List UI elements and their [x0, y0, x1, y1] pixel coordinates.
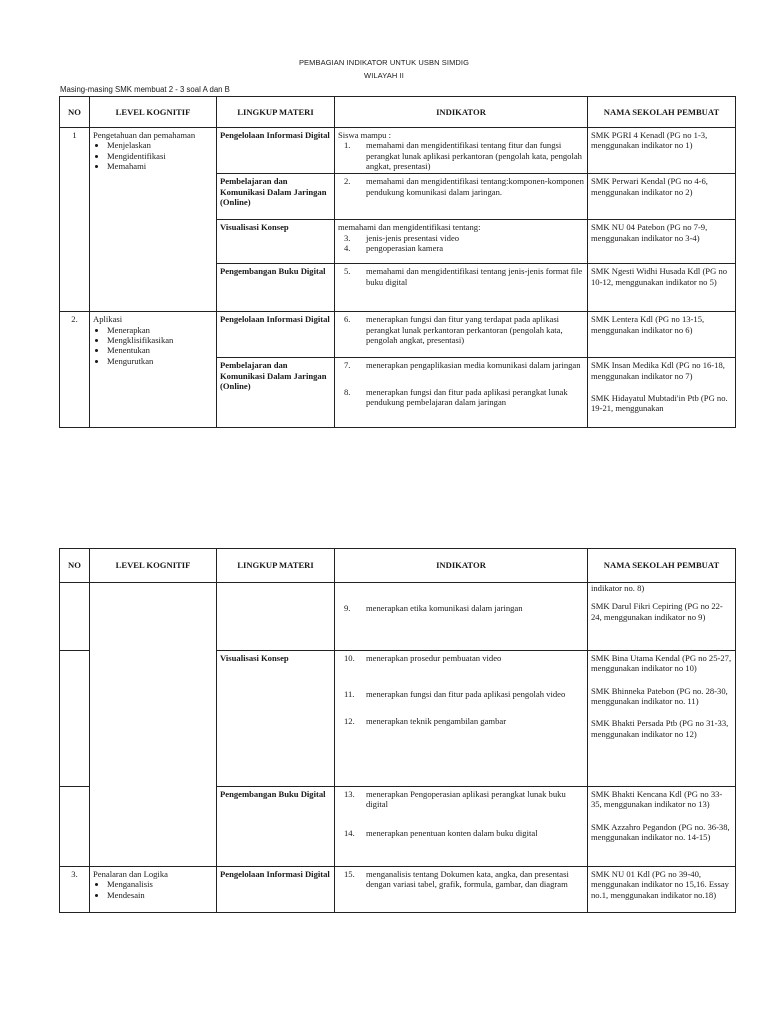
indikator-item	[338, 243, 584, 253]
list-item: • Menjelaskan	[107, 140, 213, 150]
table-row	[60, 583, 736, 651]
row-no: 2.	[60, 312, 90, 428]
indikator-number: 12.	[344, 715, 355, 726]
indikator-number: 13.	[344, 789, 355, 799]
sekolah-cell: SMK Ngesti Widhi Husada Kdl (PG no 10-12, menggunakan indikator no 5)	[588, 264, 736, 312]
indikator-item	[338, 689, 584, 699]
sekolah-cell	[588, 651, 736, 787]
indikator-number: 11.	[344, 689, 355, 700]
indikator-cell	[335, 358, 588, 428]
row-no	[60, 787, 90, 867]
indicator-table-page-1	[59, 96, 736, 428]
level-bullets	[93, 325, 213, 366]
sekolah-entry: SMK Bhinneka Patebon (PG no. 28-30, menggunakan indikator no. 11)	[591, 685, 728, 706]
indikator-number: 6.	[344, 314, 351, 325]
indikator-number: 5.	[344, 266, 351, 277]
header-lingkup: LINGKUP MATERI	[217, 549, 335, 583]
indikator-cell	[335, 174, 588, 220]
sekolah-continuation: indikator no. 8)	[591, 583, 645, 593]
indikator-number: 4.	[344, 242, 351, 253]
indikator-cell	[335, 583, 588, 651]
lingkup-cell: Pengembangan Buku Digital	[217, 787, 335, 867]
level-cell	[90, 867, 217, 913]
indikator-item	[338, 716, 584, 726]
indikator-cell	[335, 312, 588, 358]
list-item: • Memahami	[107, 161, 213, 171]
indikator-intro: Siswa mampu :	[338, 130, 391, 140]
indikator-cell	[335, 787, 588, 867]
sekolah-entry: SMK Insan Medika Kdl (PG no 16-18, menggunakan indikator no 7)	[591, 360, 725, 381]
indikator-item	[338, 176, 584, 197]
sekolah-cell: SMK NU 01 Kdl (PG no 39-40, menggunakan indikator no 15,16. Essay no.1, menggunakan indikator no.18)	[588, 867, 736, 913]
sekolah-cell: SMK NU 04 Patebon (PG no 7-9, menggunakan indikator no 3-4)	[588, 220, 736, 264]
indikator-item	[338, 869, 584, 890]
list-item: • Mengidentifikasi	[107, 151, 213, 161]
lingkup-cell: Pembelajaran dan Komunikasi Dalam Jaringan (Online)	[217, 358, 335, 428]
header-level: LEVEL KOGNITIF	[90, 549, 217, 583]
level-cell	[90, 312, 217, 428]
indikator-text: menerapkan prosedur pembuatan video	[366, 653, 502, 663]
indikator-text: menerapkan penentuan konten dalam buku digital	[366, 827, 538, 838]
indikator-item	[338, 603, 584, 613]
sekolah-entry: SMK Bhakti Persada Ptb (PG no 31-33, menggunakan indikator no 12)	[591, 718, 729, 739]
indikator-number: 3.	[344, 232, 351, 243]
level-cell	[90, 583, 217, 867]
indikator-number: 9.	[344, 603, 351, 613]
indikator-cell	[335, 264, 588, 312]
indikator-item	[338, 387, 584, 408]
row-no	[60, 583, 90, 651]
indikator-number: 7.	[344, 360, 351, 371]
sekolah-cell	[588, 358, 736, 428]
indicator-table-page-2	[59, 548, 736, 913]
indikator-item	[338, 360, 584, 370]
indikator-text: menerapkan fungsi dan fitur pada aplikasi pengolah video	[366, 689, 566, 700]
lingkup-cell: Pengelolaan Informasi Digital	[217, 312, 335, 358]
sekolah-entry: SMK Hidayatul Mubtadi'in Ptb (PG no. 19-21, menggunakan	[591, 392, 728, 414]
indikator-cell	[335, 128, 588, 174]
indikator-number: 8.	[344, 386, 351, 397]
sekolah-cell: SMK Lentera Kdl (PG no 13-15, menggunakan indikator no 6)	[588, 312, 736, 358]
indikator-item	[338, 140, 584, 171]
table-row	[60, 312, 736, 358]
sekolah-entry: SMK Bina Utama Kendal (PG no 25-27, menggunakan indikator no 10)	[591, 653, 732, 674]
row-no: 3.	[60, 867, 90, 913]
indikator-item	[338, 828, 584, 838]
sekolah-cell	[588, 787, 736, 867]
document-region: WILAYAH II	[364, 71, 404, 80]
level-title: Pengetahuan dan pemahaman	[93, 130, 196, 140]
header-sekolah: NAMA SEKOLAH PEMBUAT	[588, 97, 736, 128]
header-no: NO	[60, 549, 90, 583]
level-bullets	[93, 879, 213, 900]
header-level: LEVEL KOGNITIF	[90, 97, 217, 128]
header-no: NO	[60, 97, 90, 128]
sekolah-cell	[588, 583, 736, 651]
table-header-row	[60, 549, 736, 583]
indikator-text: menganalisis tentang Dokumen kata, angka, dan presentasi dengan variasi tabel, grafik, formula, gambar, dan diagram	[366, 869, 569, 890]
indikator-text: pengoperasian kamera	[366, 242, 444, 253]
indikator-item	[338, 653, 584, 663]
header-lingkup: LINGKUP MATERI	[217, 97, 335, 128]
list-item: • Mengurutkan	[107, 356, 213, 366]
level-cell	[90, 128, 217, 312]
indikator-number: 1.	[344, 140, 351, 151]
sekolah-cell: SMK Perwari Kendal (PG no 4-6, menggunakan indikator no 2)	[588, 174, 736, 220]
header-indikator: INDIKATOR	[335, 549, 588, 583]
header-indikator: INDIKATOR	[335, 97, 588, 128]
row-no: 1	[60, 128, 90, 312]
table-header-row	[60, 97, 736, 128]
sekolah-entry: SMK Azzahro Pegandon (PG no. 36-38, menggunakan indikator no. 14-15)	[591, 821, 730, 842]
indikator-cell	[335, 220, 588, 264]
indikator-text: menerapkan etika komunikasi dalam jaringan	[366, 603, 523, 613]
lingkup-cell: Visualisasi Konsep	[217, 651, 335, 787]
list-item: • Menentukan	[107, 345, 213, 355]
lingkup-cell: Pengelolaan Informasi Digital	[217, 867, 335, 913]
list-item: • Mengklisifikasikan	[107, 335, 213, 345]
list-item: • Mendesain	[107, 890, 213, 900]
indikator-intro: memahami dan mengidentifikasi tentang:	[338, 222, 481, 233]
lingkup-cell: Pengelolaan Informasi Digital	[217, 128, 335, 174]
table-row	[60, 867, 736, 913]
indikator-cell	[335, 867, 588, 913]
indikator-text: menerapkan fungsi dan fitur yang terdapat pada aplikasi perangkat lunak perkantoran perkantoran (pengolah kata, pengolah angkat, presentasi)	[366, 314, 563, 345]
level-title: Penalaran dan Logika	[93, 869, 168, 879]
indikator-item	[338, 266, 584, 287]
indikator-text: menerapkan fungsi dan fitur pada aplikasi perangkat lunak pendukung pembelajaran dalam jaringan	[366, 386, 568, 407]
indikator-number: 10.	[344, 653, 355, 663]
indikator-text: memahami dan mengidentifikasi tentang jenis-jenis format file buku digital	[366, 266, 583, 287]
lingkup-cell: Pengembangan Buku Digital	[217, 264, 335, 312]
indikator-cell	[335, 651, 588, 787]
list-item: • Menerapkan	[107, 325, 213, 335]
indikator-number: 14.	[344, 827, 355, 838]
indikator-item	[338, 314, 584, 345]
level-bullets	[93, 140, 213, 171]
sekolah-cell: SMK PGRI 4 Kenadl (PG no 1-3, menggunakan indikator no 1)	[588, 128, 736, 174]
row-no	[60, 651, 90, 787]
level-title: Aplikasi	[93, 314, 123, 325]
indikator-text: memahami dan mengidentifikasi tentang:komponen-komponen pendukung komunikasi dalam jaringan.	[366, 176, 584, 197]
indikator-text: memahami dan mengidentifikasi tentang fitur dan fungsi perangkat lunak aplikasi perkantoran (pengolah kata, pengolah angkat, presentasi)	[366, 140, 582, 171]
lingkup-cell: Visualisasi Konsep	[217, 220, 335, 264]
header-sekolah: NAMA SEKOLAH PEMBUAT	[588, 549, 736, 583]
table-row	[60, 128, 736, 174]
indikator-number: 2.	[344, 176, 351, 187]
indikator-text: menerapkan Pengoperasian aplikasi perangkat lunak buku digital	[366, 789, 566, 810]
list-item: • Menganalisis	[107, 879, 213, 889]
sekolah-entry: SMK Bhakti Kencana Kdl (PG no 33-35, menggunakan indikator no 13)	[591, 789, 723, 810]
document-subtitle: Masing-masing SMK membuat 2 - 3 soal A dan B	[60, 85, 230, 94]
indikator-text: jenis-jenis presentasi video	[366, 232, 460, 243]
indikator-text: menerapkan pengaplikasian media komunikasi dalam jaringan	[366, 360, 581, 371]
indikator-text: menerapkan teknik pengambilan gambar	[366, 715, 507, 726]
lingkup-cell: Pembelajaran dan Komunikasi Dalam Jaringan (Online)	[217, 174, 335, 220]
document-title: PEMBAGIAN INDIKATOR UNTUK USBN SIMDIG	[298, 58, 470, 67]
lingkup-cell	[217, 583, 335, 651]
indikator-item	[338, 789, 584, 810]
indikator-number: 15.	[344, 869, 355, 879]
sekolah-entry: SMK Darul Fikri Cepiring (PG no 22-24, menggunakan indikator no 9)	[591, 601, 723, 622]
indikator-item	[338, 233, 584, 243]
